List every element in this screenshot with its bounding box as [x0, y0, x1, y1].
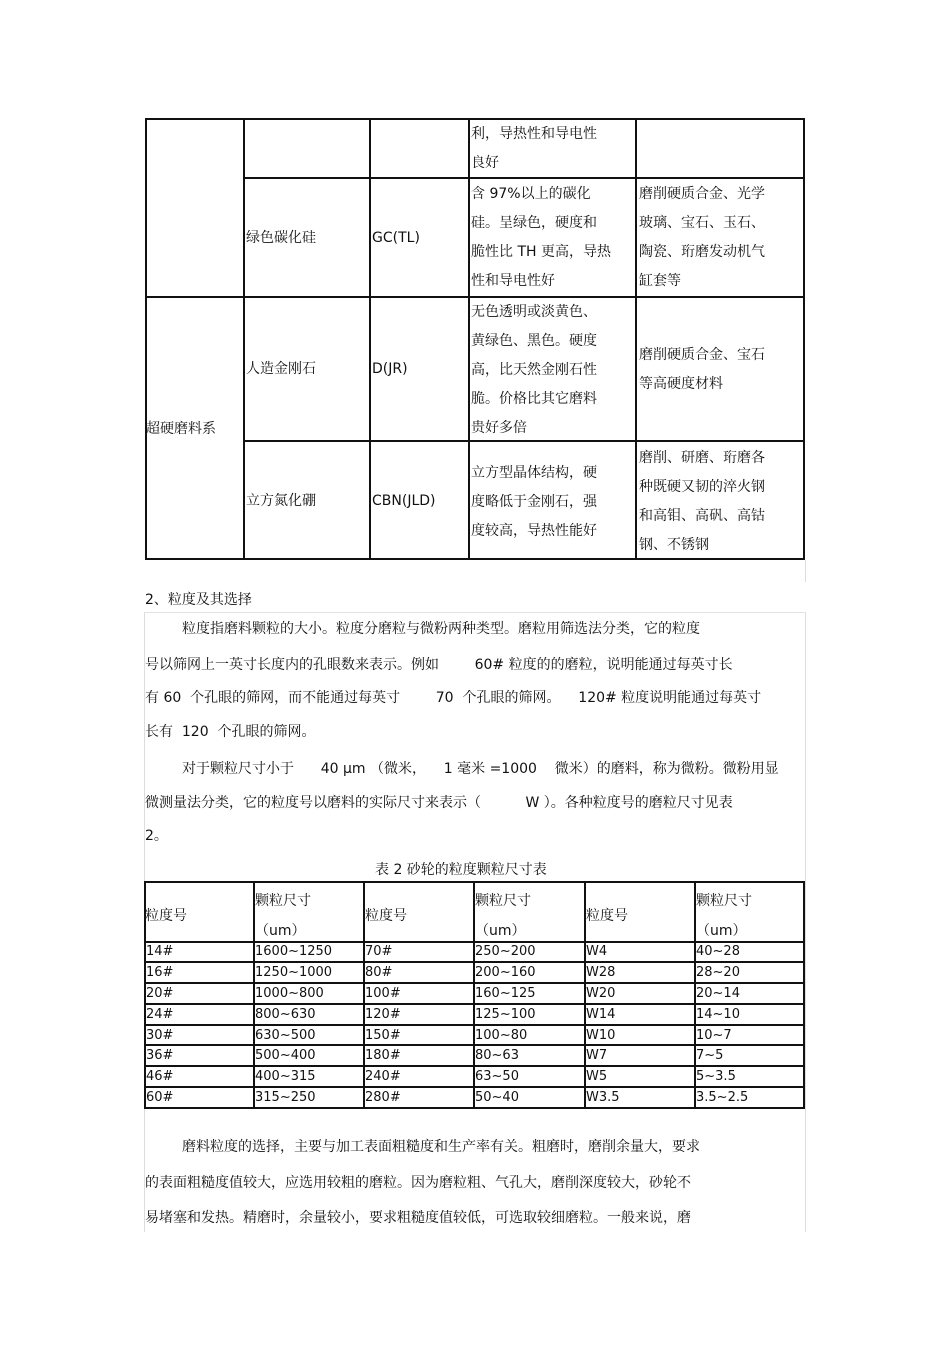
table2-cell: 46# — [146, 1069, 174, 1084]
table2-header-grade: 粒度号 — [586, 908, 628, 924]
table2-cell: 50~40 — [475, 1090, 519, 1105]
frame-line — [144, 612, 806, 613]
table1-border — [145, 118, 147, 560]
table2-caption: 表 2 砂轮的粒度颗粒尺寸表 — [375, 862, 547, 878]
table1-cell-name: 人造金刚石 — [246, 361, 316, 377]
table2-cell: 36# — [146, 1048, 174, 1063]
table2-cell: 200~160 — [475, 965, 536, 980]
table1-cell-code: GC(TL) — [372, 230, 420, 246]
table2-cell: 24# — [146, 1007, 174, 1022]
table2-cell: W5 — [586, 1069, 608, 1084]
table2-cell: 500~400 — [255, 1048, 316, 1063]
table2-cell: 40~28 — [696, 944, 740, 959]
table2-cell: 630~500 — [255, 1028, 316, 1043]
paragraph-line: 有 60 个孔眼的筛网，而不能通过每英寸 70 个孔眼的筛网。 120# 粒度说明能通过每英寸 — [145, 690, 762, 706]
table1-border — [369, 118, 371, 560]
table2-cell: 14~10 — [696, 1007, 740, 1022]
table2-cell: 1000~800 — [255, 986, 324, 1001]
table2-cell: W20 — [586, 986, 616, 1001]
table1-border — [803, 118, 805, 560]
table2-cell: 28~20 — [696, 965, 740, 980]
table2-header-grade: 粒度号 — [365, 908, 407, 924]
table2-header-size: 颗粒尺寸 — [696, 893, 752, 909]
paragraph-line: 粒度指磨料颗粒的大小。粒度分磨粒与微粉两种类型。磨粒用筛选法分类，它的粒度 — [182, 621, 700, 637]
table1-cell-usage: 磨削、研磨、珩磨各 种既硬又韧的淬火钢 和高钼、高矾、高钴 钢、不锈钢 — [639, 450, 765, 553]
table2-header-size-unit: （um） — [696, 923, 747, 939]
table2-cell: 100# — [365, 986, 401, 1001]
table1-cell-code: D(JR) — [372, 361, 408, 377]
table2-cell: 180# — [365, 1048, 401, 1063]
table2-cell: 315~250 — [255, 1090, 316, 1105]
table1-cell-group: 超硬磨料系 — [146, 421, 216, 437]
table2-cell: W4 — [586, 944, 608, 959]
table2-cell: 280# — [365, 1090, 401, 1105]
table2-cell: 160~125 — [475, 986, 536, 1001]
table2-header-size: 颗粒尺寸 — [475, 893, 531, 909]
table1-cell-property: 立方型晶体结构，硬 度略低于金刚石，强 度较高，导热性能好 — [471, 465, 597, 539]
table2-cell: 400~315 — [255, 1069, 316, 1084]
table2-cell: 800~630 — [255, 1007, 316, 1022]
paragraph-line: 易堵塞和发热。精磨时，余量较小，要求粗糙度值较低，可选取较细磨粒。一般来说，磨 — [145, 1210, 691, 1226]
table2-cell: 16# — [146, 965, 174, 980]
table2-cell: W14 — [586, 1007, 616, 1022]
table2-cell: 120# — [365, 1007, 401, 1022]
table1-border — [635, 118, 637, 560]
table2-cell: 3.5~2.5 — [696, 1090, 749, 1105]
table2-cell: 80# — [365, 965, 393, 980]
table2-cell: W7 — [586, 1048, 608, 1063]
paragraph-line: 号以筛网上一英寸长度内的孔眼数来表示。例如 60# 粒度的的磨粒，说明能通过每英寸长 — [145, 657, 733, 673]
table1-cell-property: 无色透明或淡黄色、 黄绿色、黑色。硬度 高，比天然金刚石性 脆。价格比其它磨料 贵好多倍 — [471, 304, 597, 436]
paragraph-line: 长有 120 个孔眼的筛网。 — [145, 724, 316, 740]
table1-cell-usage: 磨削硬质合金、宝石 等高硬度材料 — [639, 347, 765, 392]
table2-cell: 7~5 — [696, 1048, 724, 1063]
table2-cell: 20~14 — [696, 986, 740, 1001]
frame-line — [805, 560, 806, 582]
table1-cell-usage: 磨削硬质合金、光学 玻璃、宝石、玉石、 陶瓷、珩磨发动机气 缸套等 — [639, 186, 765, 289]
table2-cell: 80~63 — [475, 1048, 519, 1063]
paragraph-line: 微测量法分类，它的粒度号以磨料的实际尺寸来表示（ W ）。各种粒度号的磨粒尺寸见表 — [145, 795, 733, 811]
table1-cell-code: CBN(JLD) — [372, 493, 436, 509]
table1-cell-name: 立方氮化硼 — [246, 493, 316, 509]
table2-cell: 1600~1250 — [255, 944, 333, 959]
table2-header-size-unit: （um） — [475, 923, 526, 939]
table2-cell: 63~50 — [475, 1069, 519, 1084]
paragraph-line: 磨料粒度的选择，主要与加工表面粗糙度和生产率有关。粗磨时，磨削余量大，要求 — [182, 1139, 700, 1155]
table2-cell: 5~3.5 — [696, 1069, 736, 1084]
table2-cell: 20# — [146, 986, 174, 1001]
table1-cell-property: 利，导热性和导电性 良好 — [471, 126, 597, 171]
section-title: 2、粒度及其选择 — [145, 592, 252, 608]
table2-header-size-unit: （um） — [255, 923, 306, 939]
table2-cell: 60# — [146, 1090, 174, 1105]
table2-cell: 250~200 — [475, 944, 536, 959]
table1-border — [243, 118, 245, 560]
table2-cell: 1250~1000 — [255, 965, 333, 980]
paragraph-line: 的表面粗糙度值较大，应选用较粗的磨粒。因为磨粒粗、气孔大，磨削深度较大，砂轮不 — [145, 1175, 691, 1191]
frame-line — [805, 612, 806, 1232]
table2-cell: 150# — [365, 1028, 401, 1043]
table1-cell-property: 含 97%以上的碳化 硅。呈绿色，硬度和 脆性比 TH 更高，导热 性和导电性好 — [471, 186, 611, 289]
table2-cell: 125~100 — [475, 1007, 536, 1022]
table2-cell: W28 — [586, 965, 616, 980]
table2-cell: 70# — [365, 944, 393, 959]
table2-border — [803, 881, 805, 1109]
table2-cell: 30# — [146, 1028, 174, 1043]
table2-cell: 14# — [146, 944, 174, 959]
table1-cell-name: 绿色碳化硅 — [246, 230, 316, 246]
table2-cell: W10 — [586, 1028, 616, 1043]
table2-header-grade: 粒度号 — [145, 908, 187, 924]
table2-header-size: 颗粒尺寸 — [255, 893, 311, 909]
table2-cell: W3.5 — [586, 1090, 620, 1105]
paragraph-line: 对于颗粒尺寸小于 40 μm （微米， 1 毫米 =1000 微米）的磨料，称为微粉。微粉用显 — [182, 761, 779, 777]
table2-cell: 10~7 — [696, 1028, 732, 1043]
table1-border — [468, 118, 470, 560]
table2-cell: 100~80 — [475, 1028, 528, 1043]
table2-cell: 240# — [365, 1069, 401, 1084]
paragraph-line: 2。 — [145, 828, 168, 844]
